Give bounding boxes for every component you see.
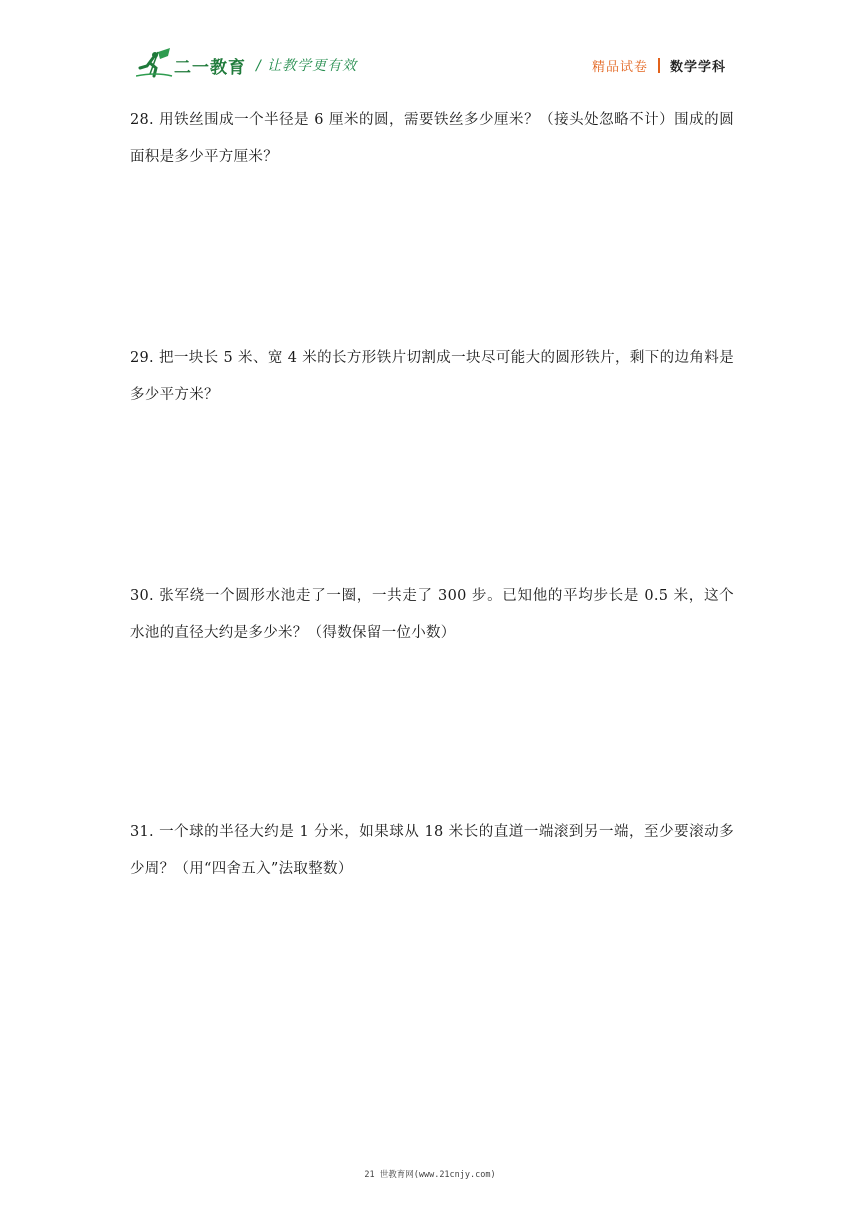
- tag-premium-paper: 精品试卷: [591, 60, 648, 75]
- logo-text: 二一教育: [174, 58, 246, 78]
- tag-divider: [658, 58, 660, 73]
- page-header: [0, 0, 860, 90]
- tag-subject: 数学学科: [669, 60, 726, 75]
- question-29: 29. 把一块长 5 米、宽 4 米的长方形铁片切割成一块尽可能大的圆形铁片，剩下的边角料是多少平方米？: [130, 350, 734, 403]
- page-footer: 21 世教育网(www.21cnjy.com): [364, 1170, 496, 1180]
- header-tags: [592, 56, 726, 75]
- slogan: / 让教学更有效: [256, 58, 358, 74]
- question-28: 28. 用铁丝围成一个半径是 6 厘米的圆，需要铁丝多少厘米？（接头处忽略不计）围成的圆面积是多少平方厘米？: [130, 112, 734, 165]
- question-30: 30. 张军绕一个圆形水池走了一圈，一共走了 300 步。已知他的平均步长是 0.5 米，这个水池的直径大约是多少米？（得数保留一位小数）: [130, 588, 734, 641]
- question-31: 31. 一个球的半径大约是 1 分米，如果球从 18 米长的直道一端滚到另一端，至少要滚动多少周？（用“四舍五入”法取整数）: [130, 824, 734, 877]
